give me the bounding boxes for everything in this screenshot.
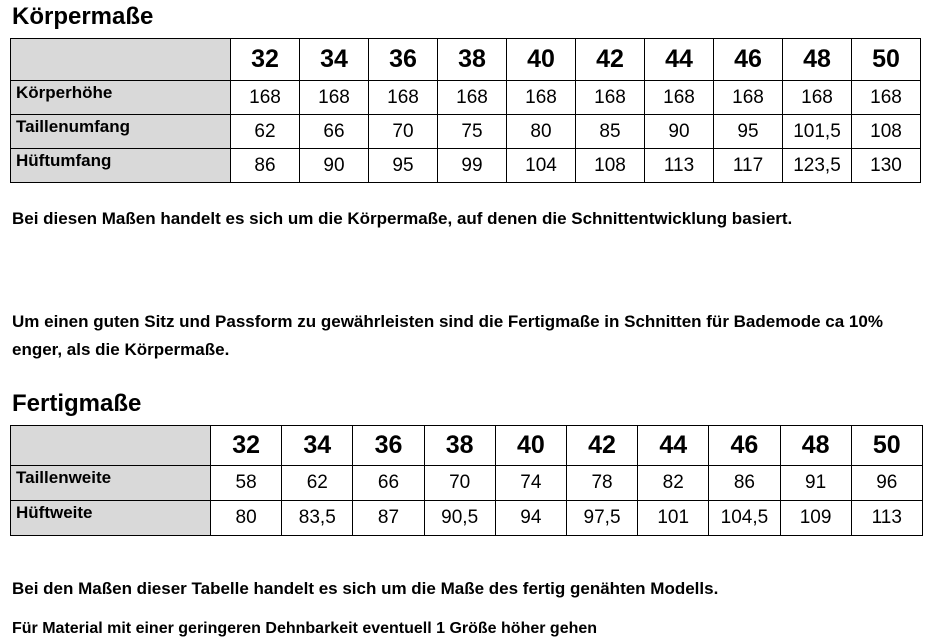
value-cell: 168: [783, 81, 852, 115]
value-cell: 168: [645, 81, 714, 115]
size-header-cell: 44: [645, 39, 714, 81]
value-cell: 99: [438, 149, 507, 183]
value-cell: 101,5: [783, 115, 852, 149]
value-cell: 95: [369, 149, 438, 183]
value-cell: 108: [576, 149, 645, 183]
value-cell: 62: [282, 466, 353, 501]
value-cell: 58: [211, 466, 282, 501]
size-header-cell: 50: [851, 426, 922, 466]
value-cell: 168: [507, 81, 576, 115]
value-cell: 108: [852, 115, 921, 149]
finished-measurements-title: Fertigmaße: [12, 390, 142, 417]
table-row: [11, 466, 923, 501]
size-header-cell: 38: [424, 426, 495, 466]
value-cell: 91: [780, 466, 851, 501]
body-measurements-note: Bei diesen Maßen handelt es sich um die Körpermaße, auf denen die Schnittentwicklung basiert.: [12, 209, 793, 228]
size-header-cell: 34: [282, 426, 353, 466]
value-cell: 97,5: [566, 501, 637, 536]
value-cell: 90: [645, 115, 714, 149]
value-cell: 109: [780, 501, 851, 536]
size-header-cell: 46: [709, 426, 780, 466]
header-corner-cell: [11, 39, 231, 81]
body-measurements-title: Körpermaße: [12, 3, 154, 30]
size-header-cell: 32: [211, 426, 282, 466]
value-cell: 87: [353, 501, 424, 536]
value-cell: 94: [495, 501, 566, 536]
value-cell: 104: [507, 149, 576, 183]
value-cell: 83,5: [282, 501, 353, 536]
size-header-cell: 40: [507, 39, 576, 81]
size-header-cell: 46: [714, 39, 783, 81]
value-cell: 168: [714, 81, 783, 115]
value-cell: 86: [709, 466, 780, 501]
value-cell: 168: [852, 81, 921, 115]
value-cell: 62: [231, 115, 300, 149]
value-cell: 86: [231, 149, 300, 183]
value-cell: 74: [495, 466, 566, 501]
body-measurements-table: [10, 38, 921, 183]
table-row: [11, 81, 921, 115]
value-cell: 101: [638, 501, 709, 536]
fit-note: Um einen guten Sitz und Passform zu gewährleisten sind die Fertigmaße in Schnitten für Bademode ca 10% enger, als die Körpermaße.: [12, 312, 883, 359]
size-header-cell: 36: [353, 426, 424, 466]
value-cell: 168: [576, 81, 645, 115]
value-cell: 168: [300, 81, 369, 115]
size-header-cell: 42: [566, 426, 637, 466]
value-cell: 90: [300, 149, 369, 183]
value-cell: 78: [566, 466, 637, 501]
row-label-cell: Hüftumfang: [11, 149, 231, 183]
table-row: [11, 501, 923, 536]
value-cell: 66: [353, 466, 424, 501]
size-header-cell: 32: [231, 39, 300, 81]
value-cell: 168: [369, 81, 438, 115]
table-row: [11, 149, 921, 183]
value-cell: 117: [714, 149, 783, 183]
size-header-cell: 50: [852, 39, 921, 81]
value-cell: 168: [438, 81, 507, 115]
size-header-cell: 42: [576, 39, 645, 81]
row-label-cell: Körperhöhe: [11, 81, 231, 115]
value-cell: 130: [852, 149, 921, 183]
value-cell: 70: [424, 466, 495, 501]
row-label-cell: Taillenweite: [11, 466, 211, 501]
row-label-cell: Taillenumfang: [11, 115, 231, 149]
finished-measurements-table: [10, 425, 923, 536]
value-cell: 66: [300, 115, 369, 149]
value-cell: 168: [231, 81, 300, 115]
size-header-cell: 34: [300, 39, 369, 81]
value-cell: 75: [438, 115, 507, 149]
row-label-cell: Hüftweite: [11, 501, 211, 536]
value-cell: 96: [851, 466, 922, 501]
value-cell: 123,5: [783, 149, 852, 183]
value-cell: 70: [369, 115, 438, 149]
size-header-cell: 48: [780, 426, 851, 466]
value-cell: 113: [645, 149, 714, 183]
size-header-cell: 48: [783, 39, 852, 81]
value-cell: 80: [211, 501, 282, 536]
finished-measurements-note: Bei den Maßen dieser Tabelle handelt es sich um die Maße des fertig genähten Modells.: [12, 579, 719, 598]
size-header-cell: 38: [438, 39, 507, 81]
value-cell: 104,5: [709, 501, 780, 536]
size-header-cell: 44: [638, 426, 709, 466]
table-row: [11, 115, 921, 149]
value-cell: 85: [576, 115, 645, 149]
material-note: Für Material mit einer geringeren Dehnbarkeit eventuell 1 Größe höher gehen: [12, 620, 598, 637]
size-header-row: [11, 39, 921, 81]
size-header-cell: 40: [495, 426, 566, 466]
value-cell: 95: [714, 115, 783, 149]
value-cell: 113: [851, 501, 922, 536]
size-header-row: [11, 426, 923, 466]
value-cell: 82: [638, 466, 709, 501]
header-corner-cell: [11, 426, 211, 466]
value-cell: 80: [507, 115, 576, 149]
value-cell: 90,5: [424, 501, 495, 536]
size-header-cell: 36: [369, 39, 438, 81]
